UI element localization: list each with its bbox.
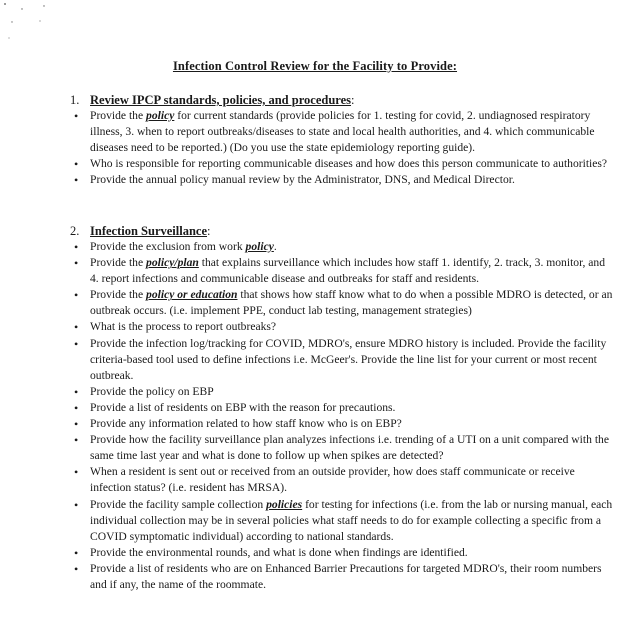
- scan-specks: [0, 0, 60, 50]
- section-2-list: [74, 239, 614, 593]
- emphasized-term: policies: [266, 497, 303, 511]
- list-item: • Provide a list of residents who are on Enhanced Barrier Precautions for targeted MDRO's, their room numbers and if any, the name of the roommate.: [74, 561, 614, 593]
- list-item: • Provide the annual policy manual review by the Administrator, DNS, and Medical Director.: [74, 172, 614, 188]
- list-item: • Provide the policy or education that shows how staff know what to do when a possible MDRO is detected, or an outbreak occurs. (i.e. implement PPE, conduct lab testing, management strategies): [74, 287, 614, 319]
- list-item: • Provide the policy for current standards (provide policies for 1. testing for covid, 2. undiagnosed respiratory illness, 3. when to report outbreaks/diseases to state and local health authorities, and 4. which communicable diseases need to be reported.) (Do you use the state epidemiology reporting guide).: [74, 108, 614, 156]
- list-item: • Provide the policy/plan that explains surveillance which includes how staff 1. identify, 2. track, 3. monitor, and 4. report infections and communicable disease and outbreaks for staff and residents.: [74, 255, 614, 287]
- list-item: • Provide the infection log/tracking for COVID, MDRO's, ensure MDRO history is included. Provide the facility criteria-based tool used to define infections i.e. McGeer's. Provide the line list for your current or most recent outbreak.: [74, 336, 614, 384]
- section-title: Infection Surveillance: [90, 224, 208, 238]
- list-item: • What is the process to report outbreaks?: [74, 319, 614, 335]
- list-item: • Provide the facility sample collection policies for testing for infections (i.e. from the lab or nursing manual, each individual collection may be in several policies what staff needs to do for example collecting a specific from a COVID symptomatic individual) according to national standards.: [74, 497, 614, 545]
- section-1-list: [74, 108, 614, 188]
- list-item: • Provide a list of residents on EBP with the reason for precautions.: [74, 400, 614, 416]
- section-number: 1.: [70, 93, 80, 107]
- emphasized-term: policy or education: [146, 288, 238, 302]
- section-1-heading: 1. Review IPCP standards, policies, and procedures:: [70, 93, 355, 107]
- list-item: • Provide the policy on EBP: [74, 384, 614, 400]
- list-item: • Provide any information related to how staff know who is on EBP?: [74, 416, 614, 432]
- list-item: • Provide how the facility surveillance plan analyzes infections i.e. trending of a UTI on a unit compared with the same time last year and what is done to follow up when spikes are detected?: [74, 432, 614, 464]
- section-number: 2.: [70, 224, 80, 238]
- emphasized-term: policy: [245, 240, 274, 253]
- list-item: • Provide the environmental rounds, and what is done when findings are identified.: [74, 545, 614, 561]
- list-item: • Who is responsible for reporting communicable diseases and how does this person communicate to authorities?: [74, 156, 614, 172]
- document-title: Infection Control Review for the Facility to Provide:: [172, 59, 458, 73]
- emphasized-term: policy/plan: [146, 256, 199, 270]
- list-item: • Provide the exclusion from work policy.: [74, 239, 614, 255]
- section-title: Review IPCP standards, policies, and procedures: [90, 93, 352, 107]
- emphasized-term: policy: [146, 109, 175, 122]
- section-2-heading: 2. Infection Surveillance:: [70, 224, 211, 238]
- list-item: • When a resident is sent out or received from an outside provider, how does staff communicate or receive infection status? (i.e. resident has MRSA).: [74, 464, 614, 496]
